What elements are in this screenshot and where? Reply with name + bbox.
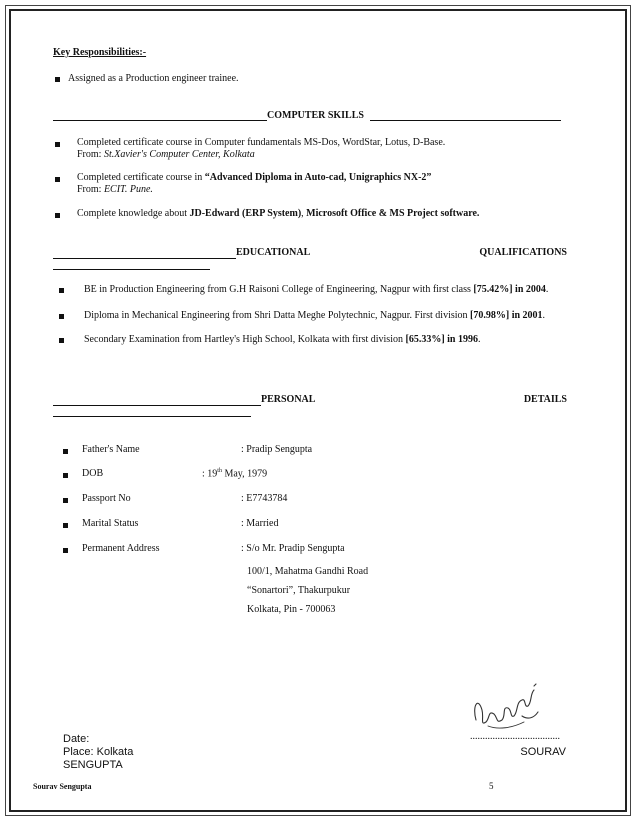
address-line-3: “Sonartori”, Thakurpukur (247, 585, 351, 596)
bullet-icon (59, 314, 64, 319)
signatory-last-name: SENGUPTA (63, 759, 123, 771)
item-text: Secondary Examination from Hartley's High School, Kolkata with first division (84, 334, 406, 345)
bullet-icon (63, 523, 68, 528)
education-heading-left: EDUCATIONAL (236, 247, 311, 258)
computer-skill-item-1-source (77, 149, 255, 160)
personal-heading-left: PERSONAL (261, 394, 316, 405)
grade: [65.33%] in 1996 (405, 334, 478, 345)
key-responsibilities-heading: Key Responsibilities:- (53, 47, 147, 58)
personal-heading-right: DETAILS (523, 394, 567, 405)
bullet-icon (63, 473, 68, 478)
address-line-1: : S/o Mr. Pradip Sengupta (241, 543, 345, 554)
education-heading-right: QUALIFICATIONS (479, 247, 567, 258)
bullet-icon (55, 142, 60, 147)
page-number: 5 (489, 781, 494, 791)
computer-skill-item-2 (77, 172, 431, 183)
item-text: Completed certificate course in (77, 172, 205, 183)
address-line-4: Kolkata, Pin - 700063 (247, 604, 336, 615)
dob-day: : 19 (202, 468, 218, 480)
from-label: From: (77, 184, 104, 195)
skill-name: Microsoft Office & MS Project software. (306, 208, 480, 219)
marital-status-label: Marital Status (82, 518, 139, 529)
dob-month-year: May, 1979 (221, 468, 268, 480)
item-text: Diploma in Mechanical Engineering from Shri Datta Meghe Polytechnic, Nagpur. First division (84, 310, 471, 321)
address-label: Permanent Address (82, 543, 160, 554)
grade: [70.98%] in 2001 (470, 310, 543, 321)
bullet-icon (63, 449, 68, 454)
date-label: Date: (63, 733, 90, 745)
passport-label: Passport No (82, 493, 131, 504)
institution-name: St.Xavier's Computer Center, Kolkata (103, 149, 255, 160)
heading-rule-left (53, 258, 236, 259)
key-responsibility-item: Assigned as a Production engineer trainee. (68, 73, 239, 84)
passport-value: : E7743784 (241, 493, 288, 504)
place-label: Place: Kolkata (63, 746, 134, 758)
separator: , (301, 208, 307, 219)
institution-name: ECIT. Pune. (103, 184, 153, 195)
item-end: . (542, 310, 546, 321)
heading-rule-continued (53, 416, 251, 417)
bullet-icon (55, 213, 60, 218)
computer-skill-item-3 (77, 208, 479, 219)
course-name: “Advanced Diploma in Auto-cad, Unigraphics NX-2” (204, 172, 432, 183)
item-text: Complete knowledge about (77, 208, 190, 219)
marital-status-value: : Married (241, 518, 279, 529)
heading-rule-left (53, 120, 267, 121)
bullet-icon (59, 338, 64, 343)
address-line-2: 100/1, Mahatma Gandhi Road (247, 566, 369, 577)
handwritten-signature (468, 676, 548, 734)
signatory-first-name: SOURAV (520, 746, 566, 758)
father-name-value: : Pradip Sengupta (241, 444, 313, 455)
footer-name: Sourav Sengupta (33, 782, 92, 791)
item-text: BE in Production Engineering from G.H Raisoni College of Engineering, Nagpur with first class (84, 284, 474, 295)
bullet-icon (63, 498, 68, 503)
heading-rule-right (370, 120, 561, 121)
dob-value (202, 468, 267, 479)
dob-label: DOB (82, 468, 104, 479)
item-end: . (545, 284, 549, 295)
computer-skill-item-2-source (77, 184, 153, 195)
computer-skill-item-1: Completed certificate course in Computer fundamentals MS-Dos, WordStar, Lotus, D-Base. (77, 137, 446, 148)
skill-name: JD-Edward (ERP System) (189, 208, 302, 219)
bullet-icon (59, 288, 64, 293)
heading-rule-continued (53, 269, 210, 270)
signature-dots: .................................... (470, 731, 560, 742)
education-item-3 (84, 334, 480, 345)
grade: [75.42%] in 2004 (473, 284, 546, 295)
bullet-icon (63, 548, 68, 553)
computer-skills-heading: COMPUTER SKILLS (267, 110, 364, 121)
dob-suffix: th (217, 468, 222, 474)
bullet-icon (55, 77, 60, 82)
heading-rule-left (53, 405, 261, 406)
education-item-2 (84, 310, 545, 321)
item-end: . (477, 334, 481, 345)
father-name-label: Father's Name (82, 444, 140, 455)
education-item-1 (84, 284, 548, 295)
from-label: From: (77, 149, 104, 160)
bullet-icon (55, 177, 60, 182)
